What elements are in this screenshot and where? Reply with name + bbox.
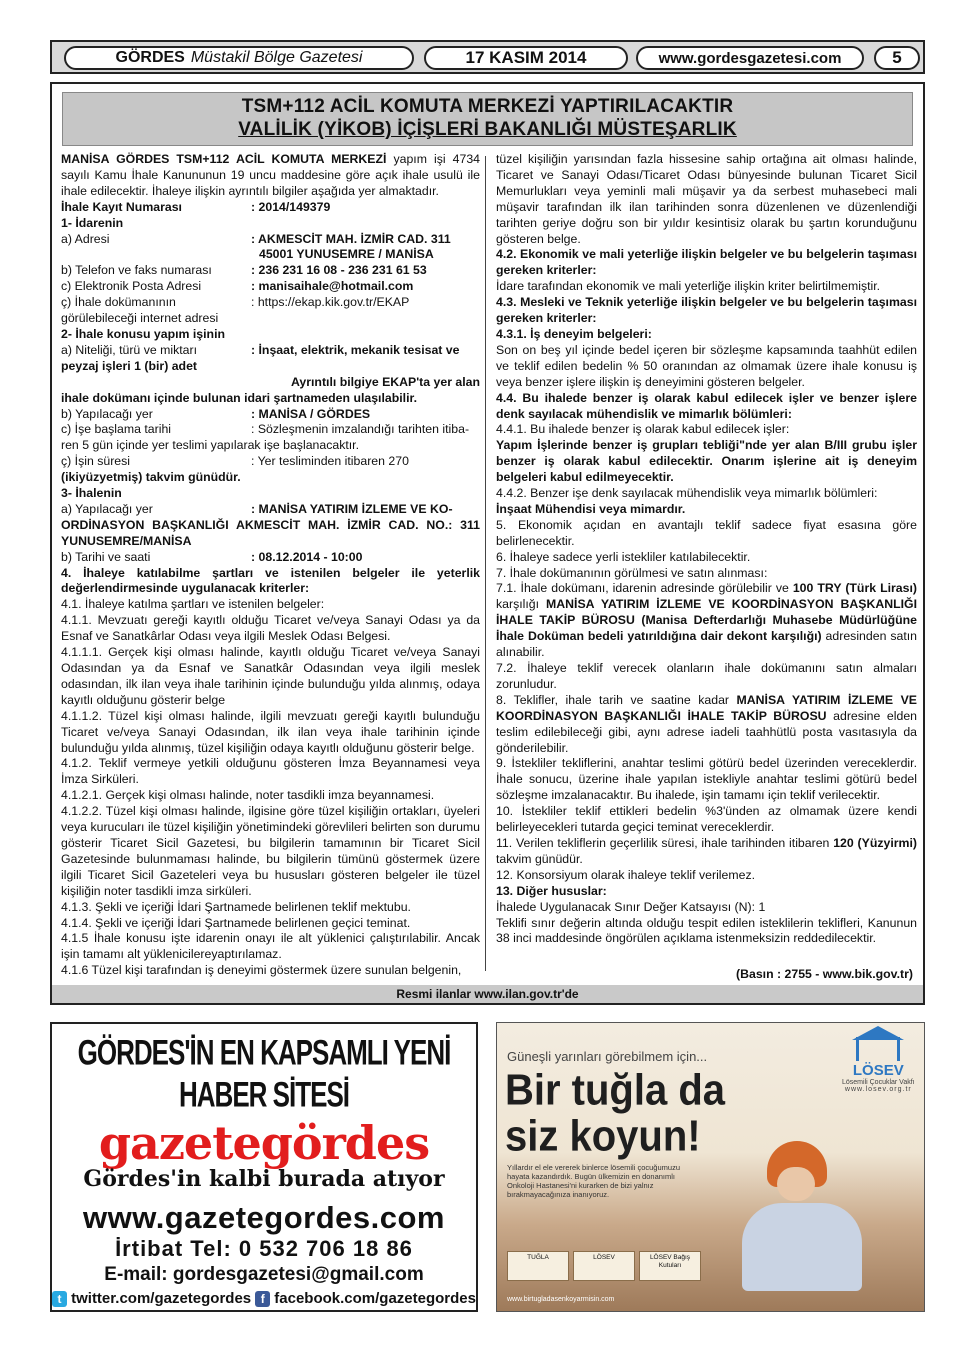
ad-phone: İrtibat Tel: 0 532 706 18 86	[115, 1236, 413, 1261]
yer-row: b) Yapılacağı yer : MANİSA / GÖRDES	[61, 406, 371, 421]
left-column: MANİSA GÖRDES TSM+112 ACİL KOMUTA MERKEZİ yapım işi 4734 sayılı Kamu İhale Kanununun 19 uncu maddesine göre açık ihale usulü ile ihale edilecektir. İhaleye ilişkin ayrıntılı bilgiler aşağıda yer almaktadır. İhale Kayıt Numarası : 2014/149379 1- İdarenin a) Adresi : AKMESCİT MAH. İZMİR CAD. 311 45001 YUNUSEMRE / MANİSA b) Telefon ve faks numarası : 236 231 16 08 - 236 231 61 53 c) Elektronik Posta Adresi : manisaihale@hotmail.com ç) İhale dokümanının : https://ekap.kik.gov.tr/EKAP görülebileceği internet adresi 2- İhale konusu yapım işinin a) Niteliği, türü ve miktarı : İnşaat, elektrik, mekanik tesisat ve peyzaj işleri 1 (bir) adet Ayrıntılı bilgiye EKAP'ta yer alan ihale dokümanı içinde bulunan idari şartnameden ulaşılabilir. b) Yapılacağı yer : MANİSA / GÖRDES c) İşe başlama tarihi : Sözleşmenin imzalandığı tarihten itiba- ren 5 gün içinde yer teslimi yapılarak işe başlanacaktır. ç) İşin süresi : Yer tesliminden itibaren 270 (ikiyüzyetmiş) takvim günüdür. 3- İhalenin a) Yapılacağı yer : MANİSA YATIRIM İZLEME VE KO- ORDİNASYON BAŞKANLIĞI AKMESCİT MAH. İZMİR CAD. NO.: 311 YUNUSEMRE/MANİSA b) Tarihi ve saati : 08.12.2014 - 10:00 4. İhaleye katılabilme şartları ve istenilen belgeler ile yeterlik değerlendirmesinde uygulanacak kriterler: 4.1. İhaleye katılma şartları ve istenilen belgeler: 4.1.1. Mevzuatı gereği kayıtlı olduğu Ticaret ve/veya Sanayi Odası ya da Esnaf ve Sanatkârlar Odası veya ilgili Meslek Odası Belgesi. 4.1.1.1. Gerçek kişi olması halinde, kayıtlı olduğu Ticaret ve/veya Sanayi Odasından ya da Esnaf ve Sanatkâr Odasından veya ilgili meslek odasından, ilk ilan veya ihale tarihinin içinde bulunduğu yılda alınmış, odaya kayıtlı olduğunu gösterir belge 4.1.1.2. Tüzel kişi olması halinde, ilgili mevzuatı gereği kayıtlı bulunduğu Ticaret ve/veya Sanayi Odasından, ilk ilan veya ihale tarihinin içinde bulunduğu yılda alınmış, tüzel kişiliğin odaya kayıtlı olduğunu gösterir belge. 4.1.2. Teklif vermeye yetkili olduğunu gösteren İmza Beyannamesi veya İmza Sirküleri. 4.1.2.1. Gerçek kişi olması halinde, noter tasdikli imza beyannamesi. 4.1.2.2. Tüzel kişi olması halinde, ilgisine göre tüzel kişiliğin ortakları, üyeleri veya kurucuları ile tüzel kişiliğin yönetimindeki görevlileri belirten son durumu gösterir Ticaret Sicil Gazetesi, bu bilgilerin tamamının bir Ticaret Sicil Gazetesinde bulunmaması halinde, bu bilgilerin tümünü göstermek üzere ilgili Ticaret Sicil Gazeteleri veya bu hususları gösteren belgeler ile tüzel kişiliğin noter tasdikli imza sirküleri. 4.1.3. Şekli ve içeriği İdari Şartnamede belirlenen teklif mektubu. 4.1.4. Şekli ve içeriği İdari Şartnamede belirlenen geçici teminat. 4.1.5 İhale konusu işte idarenin onayı ile alt yüklenici çalıştırılabilir. Ancak işin tamamı alt yüklenicilereyaptırılamaz. 4.1.6 Tüzel kişi tarafından iş deneyimi göstermek üzere sunulan belgenin,	[61, 152, 480, 978]
ad-foot-url[interactable]: www.birtugladasenkoyarmisin.com	[507, 1296, 615, 1303]
donation-box-kutu: LÖSEV Bağış Kutuları	[639, 1251, 701, 1281]
ad-url-link[interactable]: www.gazetegordes.com	[83, 1200, 445, 1235]
donation-box-online: LÖSEV	[573, 1251, 635, 1281]
facebook-link[interactable]: facebook.com/gazetegordes	[274, 1290, 476, 1307]
sure-row: ç) İşin süresi : Yer tesliminden itibaren 270	[61, 454, 409, 469]
paper-subtitle: Müstakil Bölge Gazetesi	[190, 49, 363, 66]
article-title-band	[62, 92, 913, 146]
tel-row: b) Telefon ve faks numarası : 236 231 16 08 - 236 231 61 53	[61, 263, 427, 278]
article-title: TSM+112 ACİL KOMUTA MERKEZİ YAPTIRILACAKTIR	[241, 96, 734, 117]
section-8: 8. Teklifler, ihale tarih ve saatine kadar MANİSA YATIRIM İZLEME VE KOORDİNASYON BAŞKANLIĞI İHALE TAKİP BÜROSU adresine elden teslim edilebileceği gibi, aynı adrese iadeli taahhütlü posta vasıtasıyla da gönderilebilir.	[496, 692, 917, 755]
ad-logo: gazetegördes	[98, 1116, 430, 1170]
section-7-1: 7.1. İhale dokümanı, idarenin adresinde görülebilir ve 100 TRY (Türk Lirası) karşılığı MANİSA YATIRIM İZLEME VE KOORDİNASYON BAŞKANLIĞI İHALE TAKİP BÜROSU (Manisa Defterdarlığı Muhasebe Müdürlüğüne İhale Doküman bedeli yatırıldığına dair dekont karşılığı) adresinden satın alınabilir.	[496, 581, 918, 660]
official-ads-footer: Resmi ilanlar www.ilan.gov.tr'de	[52, 985, 923, 1003]
page-header	[50, 40, 925, 74]
donation-box-brick: TUĞLA	[507, 1251, 569, 1281]
basla-row: c) İşe başlama tarihi : Sözleşmenin imzalandığı tarihten itiba-	[61, 422, 470, 437]
mail-row: c) Elektronik Posta Adresi : manisaihale@hotmail.com	[61, 279, 414, 294]
donation-boxes	[507, 1251, 701, 1281]
adres-row: a) Adresi : AKMESCİT MAH. İZMİR CAD. 311	[61, 231, 451, 246]
press-code: (Basın : 2755 - www.bik.gov.tr)	[736, 967, 913, 981]
tender-article	[50, 82, 925, 1005]
ihale-heading: 3- İhalenin	[61, 486, 122, 501]
ad-headline: GÖRDES'İN EN KAPSAMLI YENİ HABER SİTESİ	[77, 1032, 451, 1115]
house-icon	[856, 1037, 900, 1061]
tarih-row: b) Tarihi ve saati : 08.12.2014 - 10:00	[61, 549, 363, 564]
twitter-icon: t	[52, 1291, 67, 1307]
news-site-ad[interactable]	[50, 1022, 478, 1312]
ad-social-links	[52, 1290, 476, 1307]
ad-tagline: Güneşli yarınları görebilmem için...	[507, 1049, 708, 1064]
section-4-heading: 4. İhaleye katılabilme şartları ve istenilen belgeler ile yeterlik değerlendirmesinde uygulanacak kriterler:	[61, 565, 480, 596]
page-number: 5	[874, 46, 920, 70]
issue-date: 17 KASIM 2014	[424, 46, 628, 70]
kayit-row: İhale Kayıt Numarası : 2014/149379	[61, 199, 331, 214]
twitter-link[interactable]: twitter.com/gazetegordes	[71, 1290, 252, 1307]
right-column: tüzel kişiliğin yarısından fazla hissesine sahip ortağına ait olması halinde, Ticaret ve Sanayi Odası/Ticaret Odası bünyesinde bulunan Ticaret Sicil Memurlukları veya yeminli mali müşavir ya da serbest muhasebeci mali müşavir tarafından ilk ilan tarihinden sonra düzenlenen ve düzenlendiği tarihten geriye doğru son bir yıldır kesintisiz olarak bu şartın korunduğunu gösteren belge. 4.2. Ekonomik ve mali yeterliğe ilişkin belgeler ve bu belgelerin taşıması gereken kriterler: İdare tarafından ekonomik ve mali yeterliğe ilişkin kriter belirtilmemiştir. 4.3. Mesleki ve Teknik yeterliğe ilişkin belgeler ve bu belgelerin taşıması gereken kriterler: 4.3.1. İş deneyim belgeleri: Son on beş yıl içinde bedel içeren bir sözleşme kapsamında taahhüt edilen ve teklif edilen bedelin % 50 oranından az olmamak üzere ihale konusu iş veya benzer işlere ilişkin iş deneyimini gösteren belgeler. 4.4. Bu ihalede benzer iş olarak kabul edilecek işler ve benzer işlere denk sayılacak mühendislik ve mimarlık bölümleri: 4.4.1. Bu ihalede benzer iş olarak kabul edilecek işler: Yapım İşlerinde benzer iş grupları tebliği"nde yer alan B/III grubu işler benzer iş olarak kabul edilecektir. Onarım işlerine ait iş deneyim belgeleri kabul edilmeyecektir. 4.4.2. Benzer işe denk sayılacak mühendislik veya mimarlık bölümleri: İnşaat Mühendisi veya mimardır. 5. Ekonomik açıdan en avantajlı teklif sadece fiyat esasına göre belirlenecektir. 6. İhaleye sadece yerli istekliler katılabilecektir. 7. İhale dokümanının görülmesi ve satın alınması: 7.1. İhale dokümanı, idarenin adresinde görülebilir ve 100 TRY (Türk Lirası) karşılığı MANİSA YATIRIM İZLEME VE KOORDİNASYON BAŞKANLIĞI İHALE TAKİP BÜROSU (Manisa Defterdarlığı Muhasebe Müdürlüğüne İhale Doküman bedeli yatırıldığına dair dekont karşılığı) adresinden satın alınabilir. 7.2. İhaleye teklif verecek olanların ihale dokümanını satın almaları zorunludur. 8. Teklifler, ihale tarih ve saatine kadar MANİSA YATIRIM İZLEME VE KOORDİNASYON BAŞKANLIĞI İHALE TAKİP BÜROSU adresine elden teslim edilebileceği gibi, aynı adrese iadeli taahhütlü posta vasıtasıyla da gönderilebilir. 9. İstekliler tekliflerini, anahtar teslimi götürü bedel üzerinden vereceklerdir. İhale sonucu, üzerine ihale yapılan istekliyle anahtar teslimi götürü bedel sözleşme imzalanacaktır. Bu ihalede, işin tamamı için teklif verilecektir. 10. İstekliler teklif ettikleri bedelin %3'ünden az olmamak üzere kendi belirleyecekleri tutarda geçici teminat vereceklerdir. 11. Verilen tekliflerin geçerlilik süresi, ihale tarihinden itibaren 120 (Yüzyirmi) takvim günüdür. 12. Konsorsiyum olarak ihaleye teklif verilemez. 13. Diğer hususlar: İhalede Uygulanacak Sınır Değer Katsayısı (N): 1 Teklifi sınır değerin altında olduğu tespit edilen isteklilerin teklifleri, Kanunun 38 inci maddesinde öngörülen açıklama istenmeksizin reddedilecektir.	[496, 152, 918, 946]
article-subtitle: VALİLİK (YİKOB) İÇİŞLERİ BAKANLIĞI MÜSTEŞARLIK	[238, 119, 737, 140]
column-divider	[485, 156, 486, 971]
idare-heading: 1- İdarenin	[61, 215, 124, 230]
intro-paragraph: MANİSA GÖRDES TSM+112 ACİL KOMUTA MERKEZİ yapım işi 4734 sayılı Kamu İhale Kanununun 19 uncu maddesine göre açık ihale usulü ile ihale edilecektir. İhaleye ilişkin ayrıntılı bilgiler aşağıda yer almaktadır.	[61, 152, 480, 198]
losev-logo: LÖSEV Lösemili Çocuklar Vakfı www.losev.org.tr	[842, 1037, 915, 1093]
child-illustration	[727, 1141, 867, 1291]
ad-body-text: Yıllardır el ele vererek binlerce lösemili çocuğumuzu hayata kazandırdık. Bugün ülkemizin en donanımlı Onkoloji Hastanesi'ni kurarken de bizi yalnız bırakmayacağınıza inanıyoruz.	[507, 1163, 680, 1199]
paper-name: GÖRDES	[115, 49, 185, 66]
paper-name-pill	[64, 46, 414, 70]
dokuman-row: ç) İhale dokümanının : https://ekap.kik.gov.tr/EKAP	[61, 295, 410, 310]
ad-headline-losev: Bir tuğla da siz koyun!	[505, 1065, 726, 1161]
losev-ad[interactable]	[496, 1022, 925, 1312]
facebook-icon: f	[255, 1291, 270, 1307]
website-link[interactable]: www.gordesgazetesi.com	[636, 46, 864, 70]
ad-email[interactable]: E-mail: gordesgazetesi@gmail.com	[104, 1264, 424, 1285]
nitelik-row: a) Niteliği, türü ve miktarı : İnşaat, elektrik, mekanik tesisat ve	[61, 342, 460, 357]
ad-slogan: Gördes'in kalbi burada atıyor	[83, 1166, 445, 1192]
ihale-yer-row: a) Yapılacağı yer : MANİSA YATIRIM İZLEME VE KO-	[61, 501, 453, 516]
konu-heading: 2- İhale konusu yapım işinin	[61, 326, 225, 341]
section-11: 11. Verilen tekliflerin geçerlilik süresi, ihale tarihinden itibaren 120 (Yüzyirmi) takvim günüdür.	[496, 835, 917, 866]
